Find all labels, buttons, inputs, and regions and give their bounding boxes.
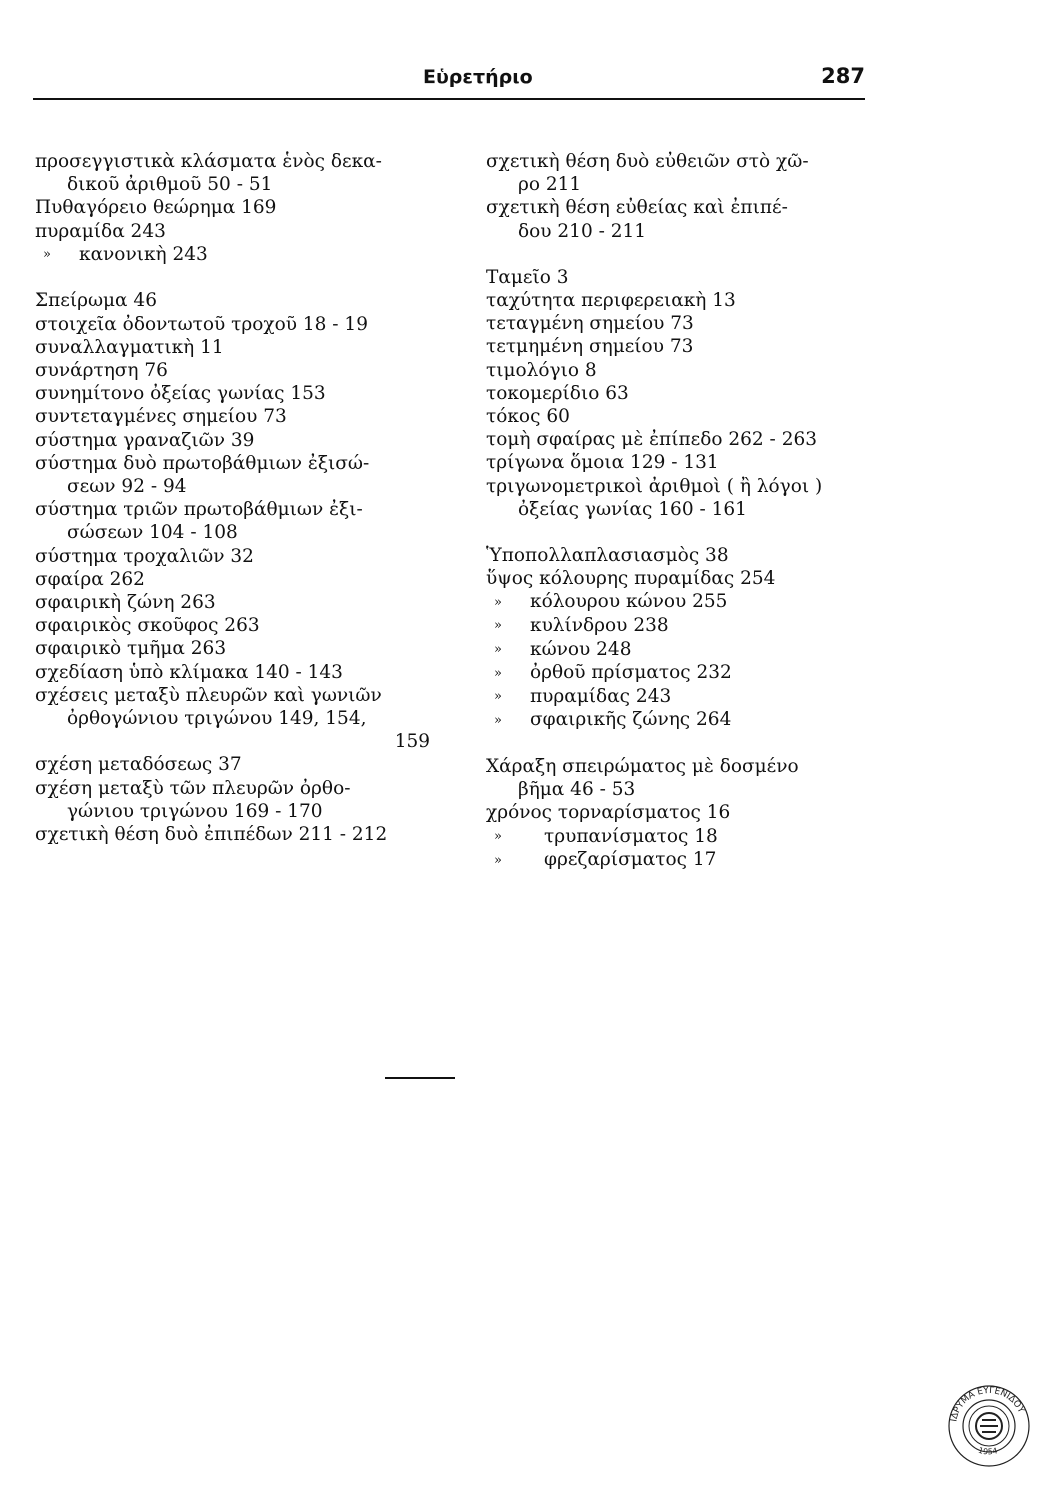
index-entry: σχέση μεταξὺ τῶν πλευρῶν ὀρθο-: [35, 777, 351, 799]
index-entry: Σπείρωμα 46: [35, 290, 157, 312]
ditto-mark: »: [494, 852, 502, 868]
index-entry: ταχύτητα περιφερειακὴ 13: [486, 290, 736, 312]
index-subentry-text: φρεζαρίσματος 17: [544, 849, 717, 871]
index-subentry-text: ὀρθοῦ πρίσματος 232: [530, 662, 732, 684]
stamp-seal-icon: [946, 1383, 1032, 1469]
index-subentry: [486, 638, 876, 662]
index-entry-continuation: σεων 92 - 94: [67, 476, 187, 498]
index-subentry: [486, 825, 876, 849]
index-entry: Ὑποπολλαπλασιασμὸς 38: [486, 545, 729, 567]
index-entry: σχέσεις μεταξὺ πλευρῶν καὶ γωνιῶν: [35, 684, 382, 706]
index-entry: σχετικὴ θέση δυὸ εὐθειῶν στὸ χῶ-: [486, 151, 809, 172]
ditto-mark: »: [494, 594, 502, 610]
ditto-mark: »: [43, 247, 51, 263]
ditto-mark: »: [494, 665, 502, 681]
page-title: Εὑρετήριο: [423, 66, 533, 88]
index-entry-continuation: βῆμα 46 - 53: [518, 779, 636, 801]
index-subentry-text: κανονικὴ 243: [79, 243, 208, 265]
index-subentry: [486, 614, 876, 638]
index-entry-continuation: ὀξείας γωνίας 160 - 161: [518, 498, 747, 520]
section-gap: [486, 732, 876, 755]
index-entry: χρόνος τορναρίσματος 16: [486, 802, 731, 824]
index-entry: πυραμίδα 243: [35, 220, 166, 242]
index-entry: Χάραξη σπειρώματος μὲ δοσμένο: [486, 756, 799, 778]
index-entry: τόκος 60: [486, 406, 570, 428]
index-subentry-text: σφαιρικῆς ζώνης 264: [530, 709, 732, 731]
index-subentry: [486, 708, 876, 732]
index-column-left: [35, 150, 430, 846]
ditto-mark: »: [494, 712, 502, 728]
index-entry: σύστημα γραναζιῶν 39: [35, 429, 255, 451]
ditto-mark: »: [494, 689, 502, 705]
index-subentry: [486, 848, 876, 872]
index-entry: σύστημα τριῶν πρωτοβάθμιων ἐξι-: [35, 499, 363, 521]
index-entry: σχετικὴ θέση δυὸ ἐπιπέδων 211 - 212: [35, 824, 388, 846]
index-entry: τομὴ σφαίρας μὲ ἐπίπεδο 262 - 263: [486, 429, 818, 451]
ditto-mark: »: [494, 829, 502, 845]
index-entry: σφαιρικὴ ζώνη 263: [35, 592, 216, 614]
page-number: 287: [821, 64, 865, 88]
index-entry-continuation: ὀρθογώνιου τριγώνου 149, 154,: [67, 708, 367, 730]
section-gap: [486, 243, 876, 266]
index-entry: Πυθαγόρειο θεώρημα 169: [35, 197, 277, 219]
index-entry: τετμημένη σημείου 73: [486, 336, 694, 358]
index-entry: συνάρτηση 76: [35, 360, 168, 382]
index-entry: τριγωνομετρικοὶ ἀριθμοὶ ( ἢ λόγοι ): [486, 475, 823, 497]
index-entry-continuation: ρο 211: [518, 174, 582, 196]
index-entry-continuation: γώνιου τριγώνου 169 - 170: [67, 800, 323, 822]
index-entry: συντεταγμένες σημείου 73: [35, 406, 287, 428]
index-entry-continuation: δου 210 - 211: [518, 220, 647, 242]
index-entry: σχεδίαση ὑπὸ κλίμακα 140 - 143: [35, 661, 343, 683]
index-subentry-text: τρυπανίσματος 18: [544, 825, 718, 847]
index-entry: τιμολόγιο 8: [486, 359, 597, 381]
index-entry: σύστημα δυὸ πρωτοβάθμιων ἐξισώ-: [35, 452, 370, 474]
index-subentry: [486, 661, 876, 685]
index-entry: συνημίτονο ὀξείας γωνίας 153: [35, 383, 326, 405]
index-entry-continuation: δικοῦ ἀριθμοῦ 50 - 51: [67, 174, 273, 196]
index-subentry-text: πυραμίδας 243: [530, 685, 672, 707]
index-entry-continuation: 159: [394, 731, 430, 753]
foundation-stamp: [946, 1383, 1032, 1469]
index-subentry-text: κόλουρου κώνου 255: [530, 591, 728, 613]
index-entry: τρίγωνα ὅμοια 129 - 131: [486, 452, 719, 474]
index-entry: προσεγγιστικὰ κλάσματα ἑνὸς δεκα-: [35, 151, 382, 172]
index-entry: σφαιρικὸς σκοῦφος 263: [35, 615, 260, 637]
stamp-text: [949, 1386, 1026, 1423]
stamp-name: ΙΔΡΥΜΑ ΕΥΓΕΝΙΔΟΥ: [949, 1385, 1026, 1423]
index-subentry: [35, 243, 430, 267]
index-subentry-text: κυλίνδρου 238: [530, 615, 669, 637]
index-entry: τοκομερίδιο 63: [486, 382, 629, 404]
index-entry: στοιχεῖα ὀδοντωτοῦ τροχοῦ 18 - 19: [35, 313, 368, 335]
index-entry: σχετικὴ θέση εὐθείας καὶ ἐπιπέ-: [486, 197, 788, 219]
page-header: [33, 62, 865, 100]
section-gap: [486, 521, 876, 544]
index-subentry: [486, 590, 876, 614]
index-entry: συναλλαγματικὴ 11: [35, 336, 224, 358]
index-entry: σφαιρικὸ τμῆμα 263: [35, 638, 227, 660]
ditto-mark: »: [494, 618, 502, 634]
index-subentry-text: κώνου 248: [530, 638, 632, 660]
index-column-right: [486, 150, 876, 872]
index-entry: σύστημα τροχαλιῶν 32: [35, 545, 254, 567]
index-entry: σφαίρα 262: [35, 568, 145, 590]
stamp-year-text: [977, 1446, 998, 1457]
section-gap: [35, 266, 430, 289]
index-entry-continuation: σώσεων 104 - 108: [67, 522, 238, 544]
ditto-mark: »: [494, 642, 502, 658]
end-rule: [385, 1077, 455, 1079]
index-entry: ὕψος κόλουρης πυραμίδας 254: [486, 568, 776, 590]
index-subentry: [486, 685, 876, 709]
index-entry: σχέση μεταδόσεως 37: [35, 754, 242, 776]
index-entry: τεταγμένη σημείου 73: [486, 313, 694, 335]
index-entry: Ταμεῖο 3: [486, 266, 569, 288]
stamp-year: 1954: [977, 1445, 999, 1457]
